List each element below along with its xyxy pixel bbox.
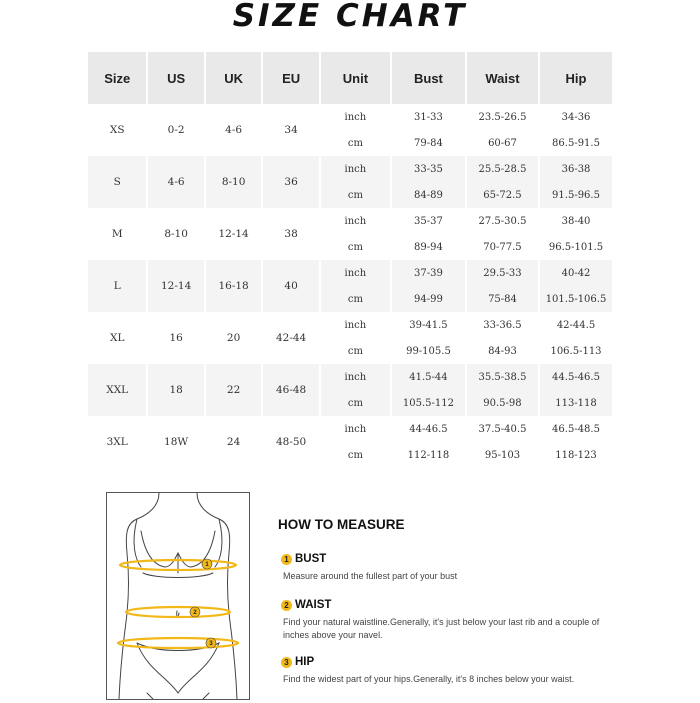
uk-cell: 12-14	[218, 228, 249, 240]
size-cell: XXL	[88, 364, 146, 416]
hip-label: HIP	[295, 656, 315, 668]
hip-cell	[540, 208, 612, 260]
unit-cell-inch: inch	[344, 267, 367, 279]
bust-cell-cm: 84-89	[414, 189, 443, 201]
waist-cell-cm: 60-67	[488, 137, 517, 149]
eu-cell: 46-48	[263, 364, 318, 416]
bust-label: BUST	[295, 553, 327, 565]
size-cell: M	[111, 228, 123, 240]
hip-cell	[540, 260, 612, 312]
hip-cell-cm: 106.5-113	[550, 345, 602, 357]
hip-cell	[540, 416, 612, 468]
unit-cell-inch: inch	[344, 423, 367, 435]
body-outline-illustration	[107, 493, 249, 699]
uk-cell: 4-6	[225, 124, 243, 136]
waist-cell	[467, 260, 538, 312]
waist-cell-inch: 35.5-38.5	[478, 371, 527, 383]
hip-cell	[540, 104, 612, 156]
unit-cell	[321, 416, 390, 468]
bust-cell	[392, 260, 465, 312]
bust-cell	[392, 416, 465, 468]
bust-cell	[392, 104, 465, 156]
bust-cell-inch: 41.5-44	[409, 371, 448, 383]
waist-instruction: Find your natural waistline.Generally, it's just below your last rib and a couple of inches above your navel.	[283, 617, 600, 640]
header-waist: Waist	[467, 52, 538, 104]
bust-cell-cm: 79-84	[414, 137, 443, 149]
waist-cell-inch: 25.5-28.5	[478, 163, 527, 175]
hip-cell-cm: 101.5-106.5	[545, 293, 607, 305]
table-header-row	[88, 52, 612, 104]
bust-cell	[392, 208, 465, 260]
how-to-measure-heading: HOW TO MEASURE	[278, 517, 405, 532]
table-row	[88, 416, 612, 468]
bust-cell-cm: 99-105.5	[406, 345, 451, 357]
header-unit: Unit	[321, 52, 390, 104]
unit-cell	[321, 260, 390, 312]
hip-cell-inch: 44.5-46.5	[552, 371, 600, 383]
bust-cell-cm: 112-118	[407, 449, 450, 461]
bust-cell-inch: 33-35	[414, 163, 443, 175]
eu-cell: 36	[263, 156, 318, 208]
uk-cell: 16-18	[206, 260, 261, 312]
bust-section	[281, 553, 613, 583]
unit-cell-inch: inch	[344, 215, 367, 227]
bust-cell	[392, 156, 465, 208]
bust-cell	[392, 364, 465, 416]
hip-cell	[540, 312, 612, 364]
waist-label: WAIST	[295, 599, 332, 611]
size-chart-table	[88, 52, 612, 468]
unit-cell-cm: cm	[347, 293, 363, 305]
header-eu: EU	[263, 52, 318, 104]
uk-cell: 8-10	[206, 156, 261, 208]
bust-cell-inch: 37-39	[414, 267, 443, 279]
us-cell: 8-10	[164, 228, 188, 240]
waist-cell	[467, 364, 538, 416]
unit-cell-inch: inch	[344, 111, 367, 123]
table-row	[88, 260, 612, 312]
figure-badge-3: 3	[209, 641, 213, 647]
unit-cell	[321, 104, 390, 156]
unit-cell	[321, 364, 390, 416]
bust-cell-inch: 44-46.5	[409, 423, 448, 435]
hip-cell-inch: 46.5-48.5	[552, 423, 600, 435]
uk-cell: 22	[206, 364, 261, 416]
figure-badge-1: 1	[205, 562, 209, 568]
size-cell: L	[88, 260, 146, 312]
unit-cell-cm: cm	[347, 241, 363, 253]
waist-cell-inch: 37.5-40.5	[478, 423, 527, 435]
bust-cell-cm: 105.5-112	[402, 397, 454, 409]
unit-cell	[321, 312, 390, 364]
eu-cell: 48-50	[275, 436, 307, 448]
unit-cell	[321, 208, 390, 260]
us-cell: 18	[148, 364, 203, 416]
unit-cell-cm: cm	[347, 137, 363, 149]
table-row	[88, 312, 612, 364]
hip-cell-inch: 36-38	[561, 163, 591, 175]
waist-cell-cm: 65-72.5	[483, 189, 522, 201]
waist-cell	[467, 208, 538, 260]
table-row	[88, 364, 612, 416]
bust-cell-inch: 31-33	[414, 111, 443, 123]
hip-cell-cm: 96.5-101.5	[548, 241, 604, 253]
header-us: US	[148, 52, 203, 104]
page-title: SIZE CHART	[232, 0, 468, 34]
hip-cell-cm: 118-123	[555, 449, 597, 461]
unit-cell-inch: inch	[344, 163, 367, 175]
waist-cell	[467, 104, 538, 156]
eu-cell: 38	[284, 228, 298, 240]
hip-cell	[540, 364, 612, 416]
bust-cell-inch: 35-37	[414, 215, 443, 227]
hip-cell-cm: 91.5-96.5	[552, 189, 600, 201]
header-size: Size	[88, 52, 146, 104]
us-cell: 4-6	[148, 156, 203, 208]
us-cell: 18W	[164, 436, 189, 448]
hip-cell-inch: 38-40	[561, 215, 591, 227]
header-uk: UK	[206, 52, 261, 104]
unit-cell-cm: cm	[347, 189, 363, 201]
bust-instruction: Measure around the fullest part of your bust	[283, 571, 458, 581]
uk-cell: 24	[226, 436, 241, 448]
waist-cell-cm: 75-84	[488, 293, 517, 305]
table-row	[88, 156, 612, 208]
header-bust: Bust	[392, 52, 465, 104]
hip-cell-inch: 42-44.5	[556, 319, 596, 331]
bust-cell-cm: 94-99	[414, 293, 443, 305]
size-cell: S	[88, 156, 146, 208]
eu-cell: 40	[263, 260, 318, 312]
uk-cell: 20	[226, 332, 241, 344]
waist-cell-inch: 27.5-30.5	[478, 215, 527, 227]
waist-cell	[467, 312, 538, 364]
bust-cell	[392, 312, 465, 364]
waist-cell-cm: 95-103	[484, 449, 521, 461]
hip-cell-inch: 34-36	[561, 111, 591, 123]
waist-section	[281, 599, 613, 642]
body-measurement-figure	[106, 492, 250, 700]
waist-cell-inch: 29.5-33	[483, 267, 522, 279]
waist-cell-cm: 84-93	[488, 345, 517, 357]
us-cell: 12-14	[148, 260, 203, 312]
waist-cell-inch: 23.5-26.5	[478, 111, 527, 123]
header-hip: Hip	[540, 52, 612, 104]
table-body	[88, 104, 612, 468]
unit-cell-cm: cm	[347, 449, 363, 461]
unit-cell-cm: cm	[347, 345, 363, 357]
figure-badge-2: 2	[193, 610, 197, 616]
unit-cell	[321, 156, 390, 208]
waist-cell-cm: 70-77.5	[483, 241, 522, 253]
size-cell: XS	[109, 124, 125, 136]
waist-cell	[467, 416, 538, 468]
table-row	[88, 104, 612, 156]
waist-cell	[467, 156, 538, 208]
unit-cell-inch: inch	[344, 371, 367, 383]
hip-cell-cm: 86.5-91.5	[552, 137, 600, 149]
numbered-circle-icon: 2	[281, 600, 292, 611]
bust-cell-cm: 89-94	[414, 241, 443, 253]
hip-cell-cm: 113-118	[555, 397, 597, 409]
hip-cell-inch: 40-42	[561, 267, 591, 279]
waist-cell-inch: 33-36.5	[483, 319, 522, 331]
waist-cell-cm: 90.5-98	[483, 397, 522, 409]
eu-cell: 34	[284, 124, 298, 136]
hip-section	[281, 656, 613, 686]
numbered-circle-icon: 3	[281, 657, 292, 668]
unit-cell-cm: cm	[347, 397, 363, 409]
size-cell: 3XL	[106, 436, 128, 448]
hip-instruction: Find the widest part of your hips.Generally, it's 8 inches below your waist.	[283, 674, 575, 684]
us-cell: 16	[169, 332, 183, 344]
bust-cell-inch: 39-41.5	[409, 319, 448, 331]
table-row	[88, 208, 612, 260]
eu-cell: 42-44	[275, 332, 307, 344]
size-cell: XL	[109, 332, 125, 344]
numbered-circle-icon: 1	[281, 554, 292, 565]
unit-cell-inch: inch	[344, 319, 367, 331]
hip-cell	[540, 156, 612, 208]
us-cell: 0-2	[167, 124, 185, 136]
